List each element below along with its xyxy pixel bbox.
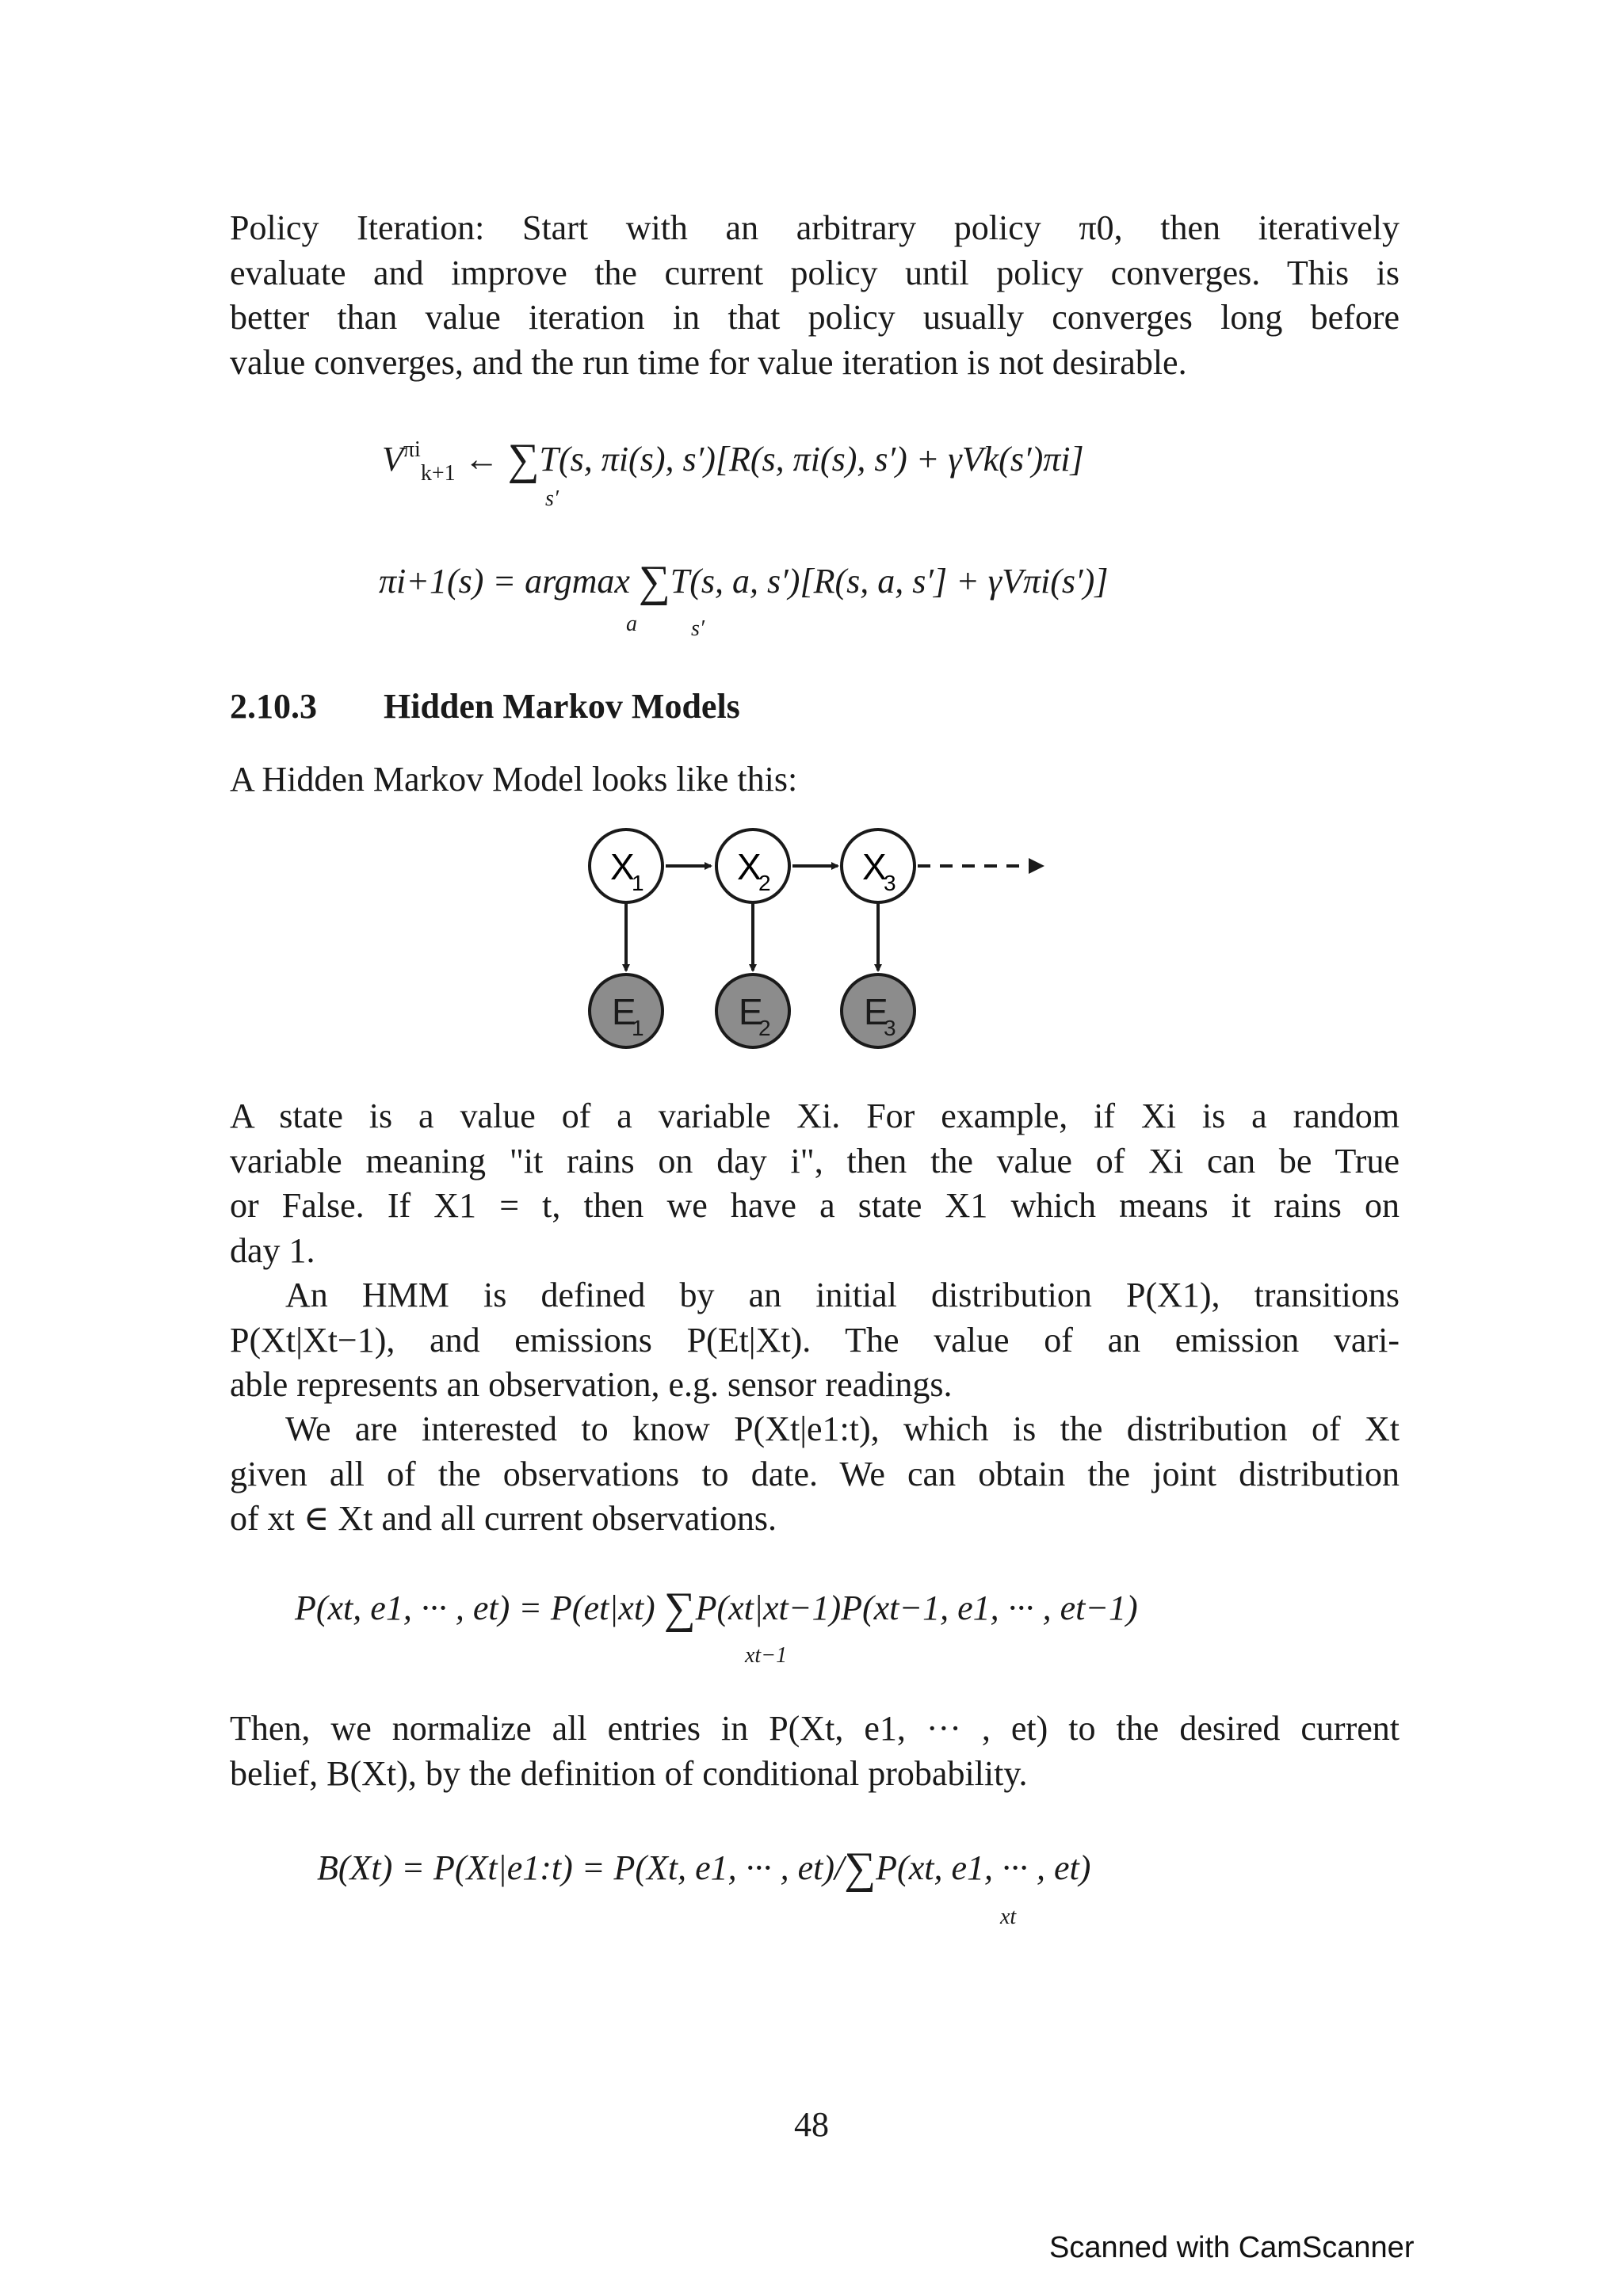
paragraph-line: belief, B(Xt), by the definition of conditional probability. [230, 1753, 1028, 1793]
evidence-node [716, 974, 789, 1047]
evidence-index: 3 [884, 1016, 896, 1040]
paragraph-line: P(Xt|Xt−1), and emissions P(Et|Xt). The value of an emission vari- [230, 1320, 1400, 1360]
paragraph-line: Policy Iteration: Start with an arbitrary policy π0, then iteratively [230, 208, 1400, 247]
paragraph-line: given all of the observations to date. We can obtain the joint distribution [230, 1454, 1400, 1493]
section-number: 2.10.3 [230, 687, 317, 726]
sum-symbol: ∑ [844, 1844, 876, 1893]
hmm-diagram [0, 0, 1623, 1062]
equation-subscript: k+1 [420, 461, 456, 486]
paragraph-line: A state is a value of a variable Xi. For example, if Xi is a random [230, 1097, 1400, 1135]
sum-subscript: s′ [545, 486, 559, 511]
scanner-watermark: Scanned with CamScanner [1049, 2231, 1415, 2264]
state-letter: X [737, 846, 762, 887]
equation-body: P(xt|xt−1)P(xt−1, e1, ··· , et−1) [695, 1589, 1138, 1627]
state-index: 3 [884, 871, 896, 895]
state-letter: X [610, 846, 635, 887]
sum-subscript: xt−1 [745, 1643, 788, 1668]
evidence-index: 1 [632, 1016, 644, 1040]
joint-distribution-equation [295, 1584, 1138, 1633]
evidence-letter: E [739, 991, 763, 1032]
normalize-paragraph [230, 1707, 1400, 1796]
paragraph-line: or False. If X1 = t, then we have a state X1 which means it rains on [230, 1186, 1400, 1225]
sum-symbol: ∑ [663, 1584, 696, 1633]
state-node [716, 830, 789, 902]
state-node [590, 830, 663, 902]
paragraph-line: of xt ∈ Xt and all current observations. [230, 1499, 777, 1538]
paragraph-line: variable meaning "it rains on day i", then the value of Xi can be True [230, 1141, 1400, 1180]
paragraph-line: value converges, and the run time for value iteration is not desirable. [230, 342, 1187, 382]
equation-lhs: V [382, 440, 403, 479]
assign-arrow: ← [464, 440, 499, 479]
sum-subscript: s′ [691, 616, 705, 641]
state-letter: X [862, 846, 887, 887]
equation-body: T(s, a, s′)[R(s, a, s′] + γVπi(s′)] [670, 562, 1109, 601]
paragraph-line: A Hidden Markov Model looks like this: [230, 760, 798, 799]
evidence-letter: E [864, 991, 888, 1032]
paragraph-line: We are interested to know P(Xt|e1:t), which is the distribution of Xt [285, 1409, 1400, 1448]
hmm-definition-paragraph [230, 1273, 1400, 1408]
state-index: 2 [758, 871, 771, 895]
paragraph-line: better than value iteration in that policy usually converges long before [230, 298, 1400, 337]
state-node [842, 830, 915, 902]
paragraph-line: evaluate and improve the current policy until policy converges. This is [230, 253, 1400, 292]
equation-body: P(xt, e1, ··· , et) [876, 1848, 1091, 1887]
paragraph-line: able represents an observation, e.g. sensor readings. [230, 1365, 953, 1404]
paragraph-line: day 1. [230, 1230, 315, 1270]
page-number: 48 [794, 2105, 829, 2144]
sum-symbol: ∑ [507, 435, 540, 484]
equation-lhs: πi+1(s) = argmax [379, 562, 630, 601]
evidence-letter: E [612, 991, 636, 1032]
state-paragraph [230, 1094, 1400, 1273]
future-arrowhead [1029, 858, 1044, 874]
sum-subscript: xt [1000, 1905, 1017, 1929]
equation-lhs: P(xt, e1, ··· , et) = P(et|xt) [295, 1589, 655, 1627]
paragraph-line: An HMM is defined by an initial distribution P(X1), transitions [285, 1276, 1400, 1314]
section-title: Hidden Markov Models [384, 687, 740, 726]
evidence-node [842, 974, 915, 1047]
sum-symbol: ∑ [638, 557, 670, 606]
evidence-index: 2 [758, 1016, 771, 1040]
filtering-paragraph [230, 1407, 1400, 1542]
paragraph-line: Then, we normalize all entries in P(Xt, e1, ··· , et) to the desired current [230, 1709, 1400, 1748]
equation-superscript: πi [403, 437, 421, 462]
equation-body: T(s, πi(s), s′)[R(s, πi(s), s′) + γVk(s′)πi] [539, 440, 1084, 479]
evidence-node [590, 974, 663, 1047]
argmax-subscript: a [626, 612, 637, 636]
state-index: 1 [632, 871, 644, 895]
belief-equation [317, 1844, 1091, 1893]
equation-lhs: B(Xt) = P(Xt|e1:t) = P(Xt, e1, ··· , et)/ [317, 1848, 845, 1887]
